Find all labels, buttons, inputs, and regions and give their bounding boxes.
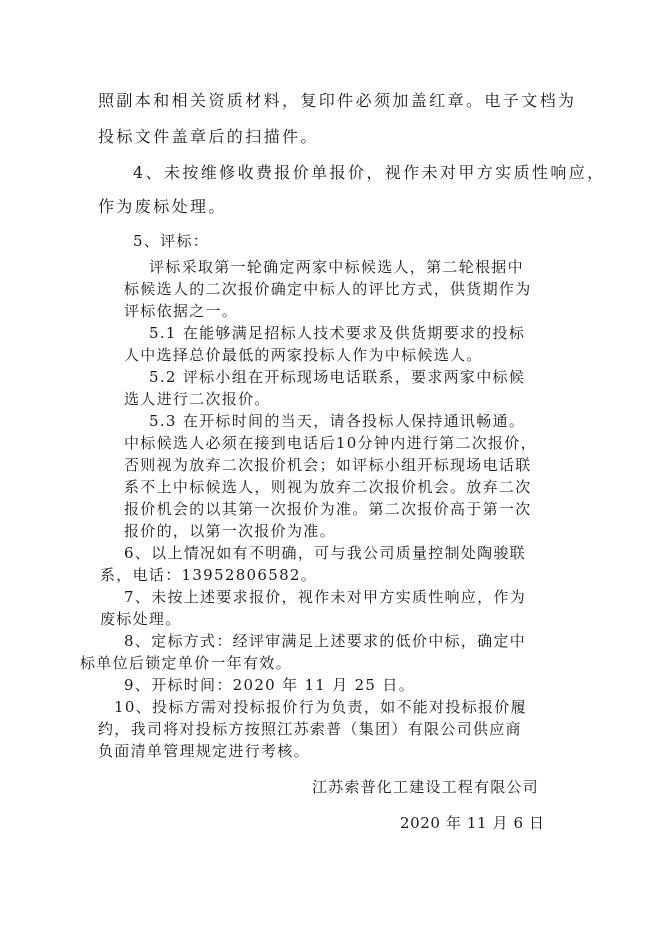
item-10-line: 10、投标方需对投标报价行为负责，如不能对投标报价履: [114, 698, 527, 716]
signature-date: 2020 年 11 月 6 日: [400, 814, 545, 832]
item-5-intro-line: 评标采取第一轮确定两家中标候选人，第二轮根据中: [149, 258, 524, 276]
item-5-3-line: 报价的，以第一次报价为准。: [124, 522, 336, 540]
item-5-heading: 5、评标：: [133, 232, 210, 250]
item-6-line: 6、以上情况如有不明确，可与我公司质量控制处陶骏联: [124, 544, 527, 562]
item-5-3-line: 报价机会的以其第一次报价为准。第二次报价高于第一次: [124, 500, 532, 518]
item-7-line: 废标处理。: [100, 610, 182, 628]
item-5-1-line: 5.1 在能够满足招标人技术要求及供货期要求的投标: [149, 324, 526, 342]
item-8-line: 8、定标方式：经评审满足上述要求的低价中标，确定中: [124, 632, 527, 650]
item-8-line: 标单位后锁定单价一年有效。: [80, 654, 292, 672]
item-5-3-line: 系不上中标候选人，则视为放弃二次报价机会。放弃二次: [124, 478, 532, 496]
item-5-2-line: 5.2 评标小组在开标现场电话联系，要求两家中标候: [149, 368, 526, 386]
item-4-line: 4、未按维修收费报价单报价，视作未对甲方实质性响应，: [133, 163, 606, 182]
item-5-3-line: 否则视为放弃二次报价机会；如评标小组开标现场电话联: [124, 456, 532, 474]
item-5-3-line: 中标候选人必须在接到电话后10分钟内进行第二次报价，: [124, 434, 537, 452]
item-5-3-line: 5.3 在开标时间的当天，请各投标人保持通讯畅通。: [149, 412, 526, 430]
item-5-intro-line: 标候选人的二次报价确定中标人的评比方式，供货期作为: [124, 280, 532, 298]
item-10-line: 负面清单管理规定进行考核。: [98, 742, 310, 760]
item-4-line: 作为废标处理。: [98, 197, 227, 216]
item-6-line: 系，电话：13952806582。: [100, 566, 318, 584]
item-5-1-line: 人中选择总价最低的两家投标人作为中标候选人。: [124, 346, 483, 364]
item-5-intro-line: 评标依据之一。: [124, 302, 239, 320]
paragraph-line: 投标文件盖章后的扫描件。: [98, 127, 319, 146]
item-10-line: 约，我司将对投标方按照江苏索普（集团）有限公司供应商: [98, 720, 522, 738]
item-9-line: 9、开标时间：2020 年 11 月 25 日。: [124, 676, 415, 694]
company-signature: 江苏索普化工建设工程有限公司: [312, 778, 539, 796]
item-5-2-line: 选人进行二次报价。: [124, 390, 271, 408]
paragraph-line: 照副本和相关资质材料，复印件必须加盖红章。电子文档为: [98, 91, 577, 110]
item-7-line: 7、未按上述要求报价，视作未对甲方实质性响应，作为: [124, 588, 527, 606]
